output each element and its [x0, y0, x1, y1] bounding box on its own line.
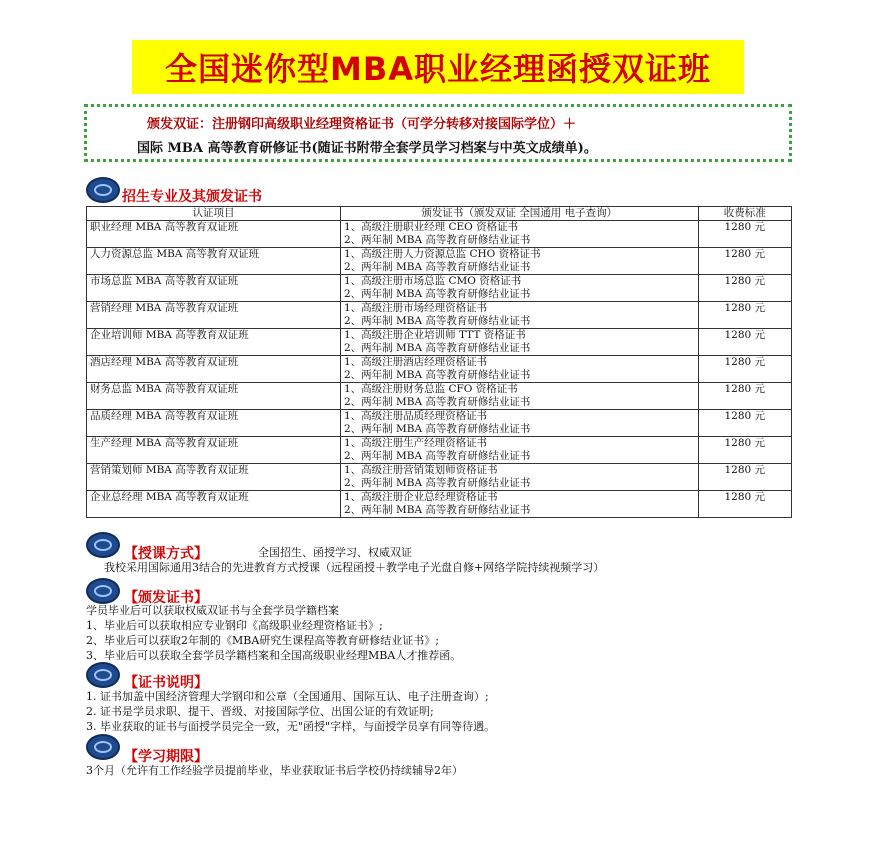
table-header-row: [87, 207, 792, 221]
program-name: 品质经理 MBA 高等教育双证班: [87, 410, 341, 437]
certificate-list: [340, 329, 698, 356]
fee-value: 1280 元: [698, 221, 791, 248]
table-row: [87, 491, 792, 518]
fee-value: 1280 元: [698, 437, 791, 464]
program-name: 人力资源总监 MBA 高等教育双证班: [87, 248, 341, 275]
section-heading-certificates: 【颁发证书】: [124, 590, 208, 606]
program-name: 营销经理 MBA 高等教育双证班: [87, 302, 341, 329]
section-heading-cert-notes: 【证书说明】: [124, 675, 208, 691]
section-heading-programs: 招生专业及其颁发证书: [122, 189, 262, 205]
fee-value: 1280 元: [698, 383, 791, 410]
column-header-certificates: 颁发证书（颁发双证 全国通用 电子查询）: [340, 207, 698, 221]
certificate-item: 2、两年制 MBA 高等教育研修结业证书: [343, 315, 531, 327]
certificate-item: 2、两年制 MBA 高等教育研修结业证书: [343, 369, 531, 381]
certificate-item: 2、两年制 MBA 高等教育研修结业证书: [343, 450, 531, 462]
certificate-item: 1、高级注册企业总经理资格证书: [343, 491, 498, 503]
certificate-item: 2、两年制 MBA 高等教育研修结业证书: [343, 504, 531, 516]
certificate-list: [340, 464, 698, 491]
section-heading-study-period: 【学习期限】: [124, 749, 208, 765]
fee-value: 1280 元: [698, 356, 791, 383]
program-name: 职业经理 MBA 高等教育双证班: [87, 221, 341, 248]
fee-value: 1280 元: [698, 302, 791, 329]
cert-note-line: 1. 证书加盖中国经济管理大学钢印和公章（全国通用、国际互认、电子注册查询）;: [86, 690, 489, 703]
fee-value: 1280 元: [698, 464, 791, 491]
table-row: [87, 275, 792, 302]
certificates-line: 2、毕业后可以获取2年制的《MBA研究生课程高等教育研修结业证书》;: [86, 634, 439, 647]
column-header-fee: 收费标准: [698, 207, 791, 221]
certificates-line: 3、毕业后可以获取全套学员学籍档案和全国高级职业经理MBA人才推荐函。: [86, 649, 462, 662]
program-name: 财务总监 MBA 高等教育双证班: [87, 383, 341, 410]
fee-value: 1280 元: [698, 410, 791, 437]
university-emblem-icon: [86, 578, 120, 604]
certificate-item: 1、高级注册市场经理资格证书: [343, 302, 488, 314]
university-emblem-icon: [86, 177, 120, 203]
certificate-list: [340, 302, 698, 329]
certificate-item: 1、高级注册市场总监 CMO 资格证书: [343, 275, 522, 287]
notice-line-2: 国际 MBA 高等教育研修证书(随证书附带全套学员学习档案与中英文成绩单)。: [137, 141, 597, 156]
page-title: 全国迷你型MBA职业经理函授双证班: [164, 50, 711, 88]
fee-value: 1280 元: [698, 248, 791, 275]
certificate-item: 1、高级注册品质经理资格证书: [343, 410, 488, 422]
certificate-table: [86, 206, 792, 518]
certificate-list: [340, 410, 698, 437]
program-name: 营销策划师 MBA 高等教育双证班: [87, 464, 341, 491]
certificate-item: 2、两年制 MBA 高等教育研修结业证书: [343, 396, 531, 408]
certificate-item: 1、高级注册职业经理 CEO 资格证书: [343, 221, 519, 233]
program-name: 企业总经理 MBA 高等教育双证班: [87, 491, 341, 518]
section-heading-teaching: 【授课方式】: [124, 546, 208, 562]
certificates-line: 学员毕业后可以获取权威双证书与全套学员学籍档案: [86, 604, 339, 617]
fee-value: 1280 元: [698, 329, 791, 356]
certificate-list: [340, 275, 698, 302]
teaching-summary: 全国招生、函授学习、权威双证: [258, 546, 412, 559]
certificate-item: 1、高级注册营销策划师资格证书: [343, 464, 498, 476]
table-row: [87, 410, 792, 437]
certificate-list: [340, 221, 698, 248]
teaching-description: 我校采用国际通用3结合的先进教育方式授课（远程函授＋教学电子光盘自修+网络学院持续视频学习）: [104, 561, 605, 574]
program-name: 生产经理 MBA 高等教育双证班: [87, 437, 341, 464]
certificate-item: 1、高级注册人力资源总监 CHO 资格证书: [343, 248, 541, 260]
certificate-item: 1、高级注册生产经理资格证书: [343, 437, 488, 449]
program-name: 企业培训师 MBA 高等教育双证班: [87, 329, 341, 356]
table-row: [87, 329, 792, 356]
certificate-item: 2、两年制 MBA 高等教育研修结业证书: [343, 288, 531, 300]
certificate-item: 1、高级注册酒店经理资格证书: [343, 356, 488, 368]
university-emblem-icon: [86, 662, 120, 688]
certificate-item: 1、高级注册企业培训师 TTT 资格证书: [343, 329, 526, 341]
program-name: 市场总监 MBA 高等教育双证班: [87, 275, 341, 302]
certificate-list: [340, 356, 698, 383]
column-header-program: 认证项目: [87, 207, 341, 221]
university-emblem-icon: [86, 532, 120, 558]
table-row: [87, 221, 792, 248]
certificate-list: [340, 491, 698, 518]
certificate-item: 2、两年制 MBA 高等教育研修结业证书: [343, 423, 531, 435]
table-row: [87, 248, 792, 275]
table-row: [87, 356, 792, 383]
certificate-item: 1、高级注册财务总监 CFO 资格证书: [343, 383, 518, 395]
certificate-item: 2、两年制 MBA 高等教育研修结业证书: [343, 342, 531, 354]
university-emblem-icon: [86, 734, 120, 760]
program-name: 酒店经理 MBA 高等教育双证班: [87, 356, 341, 383]
certificate-item: 2、两年制 MBA 高等教育研修结业证书: [343, 477, 531, 489]
study-period-text: 3个月（允许有工作经验学员提前毕业，毕业获取证书后学校仍持续辅导2年）: [86, 764, 463, 777]
cert-note-line: 3. 毕业获取的证书与面授学员完全一致，无"函授"字样，与面授学员享有同等待遇。: [86, 720, 496, 733]
notice-line-1: 颁发双证：注册钢印高级职业经理资格证书（可学分转移对接国际学位）＋: [147, 117, 577, 132]
fee-value: 1280 元: [698, 491, 791, 518]
table-row: [87, 437, 792, 464]
table-row: [87, 302, 792, 329]
certificates-line: 1、毕业后可以获取相应专业钢印《高级职业经理资格证书》;: [86, 619, 383, 632]
certificate-list: [340, 248, 698, 275]
certificate-list: [340, 383, 698, 410]
certificate-item: 2、两年制 MBA 高等教育研修结业证书: [343, 234, 531, 246]
certificate-notice-box: [84, 104, 792, 162]
certificate-list: [340, 437, 698, 464]
cert-note-line: 2. 证书是学员求职、提干、晋级、对接国际学位、出国公证的有效证明;: [86, 705, 434, 718]
table-row: [87, 383, 792, 410]
table-row: [87, 464, 792, 491]
fee-value: 1280 元: [698, 275, 791, 302]
certificate-item: 2、两年制 MBA 高等教育研修结业证书: [343, 261, 531, 273]
